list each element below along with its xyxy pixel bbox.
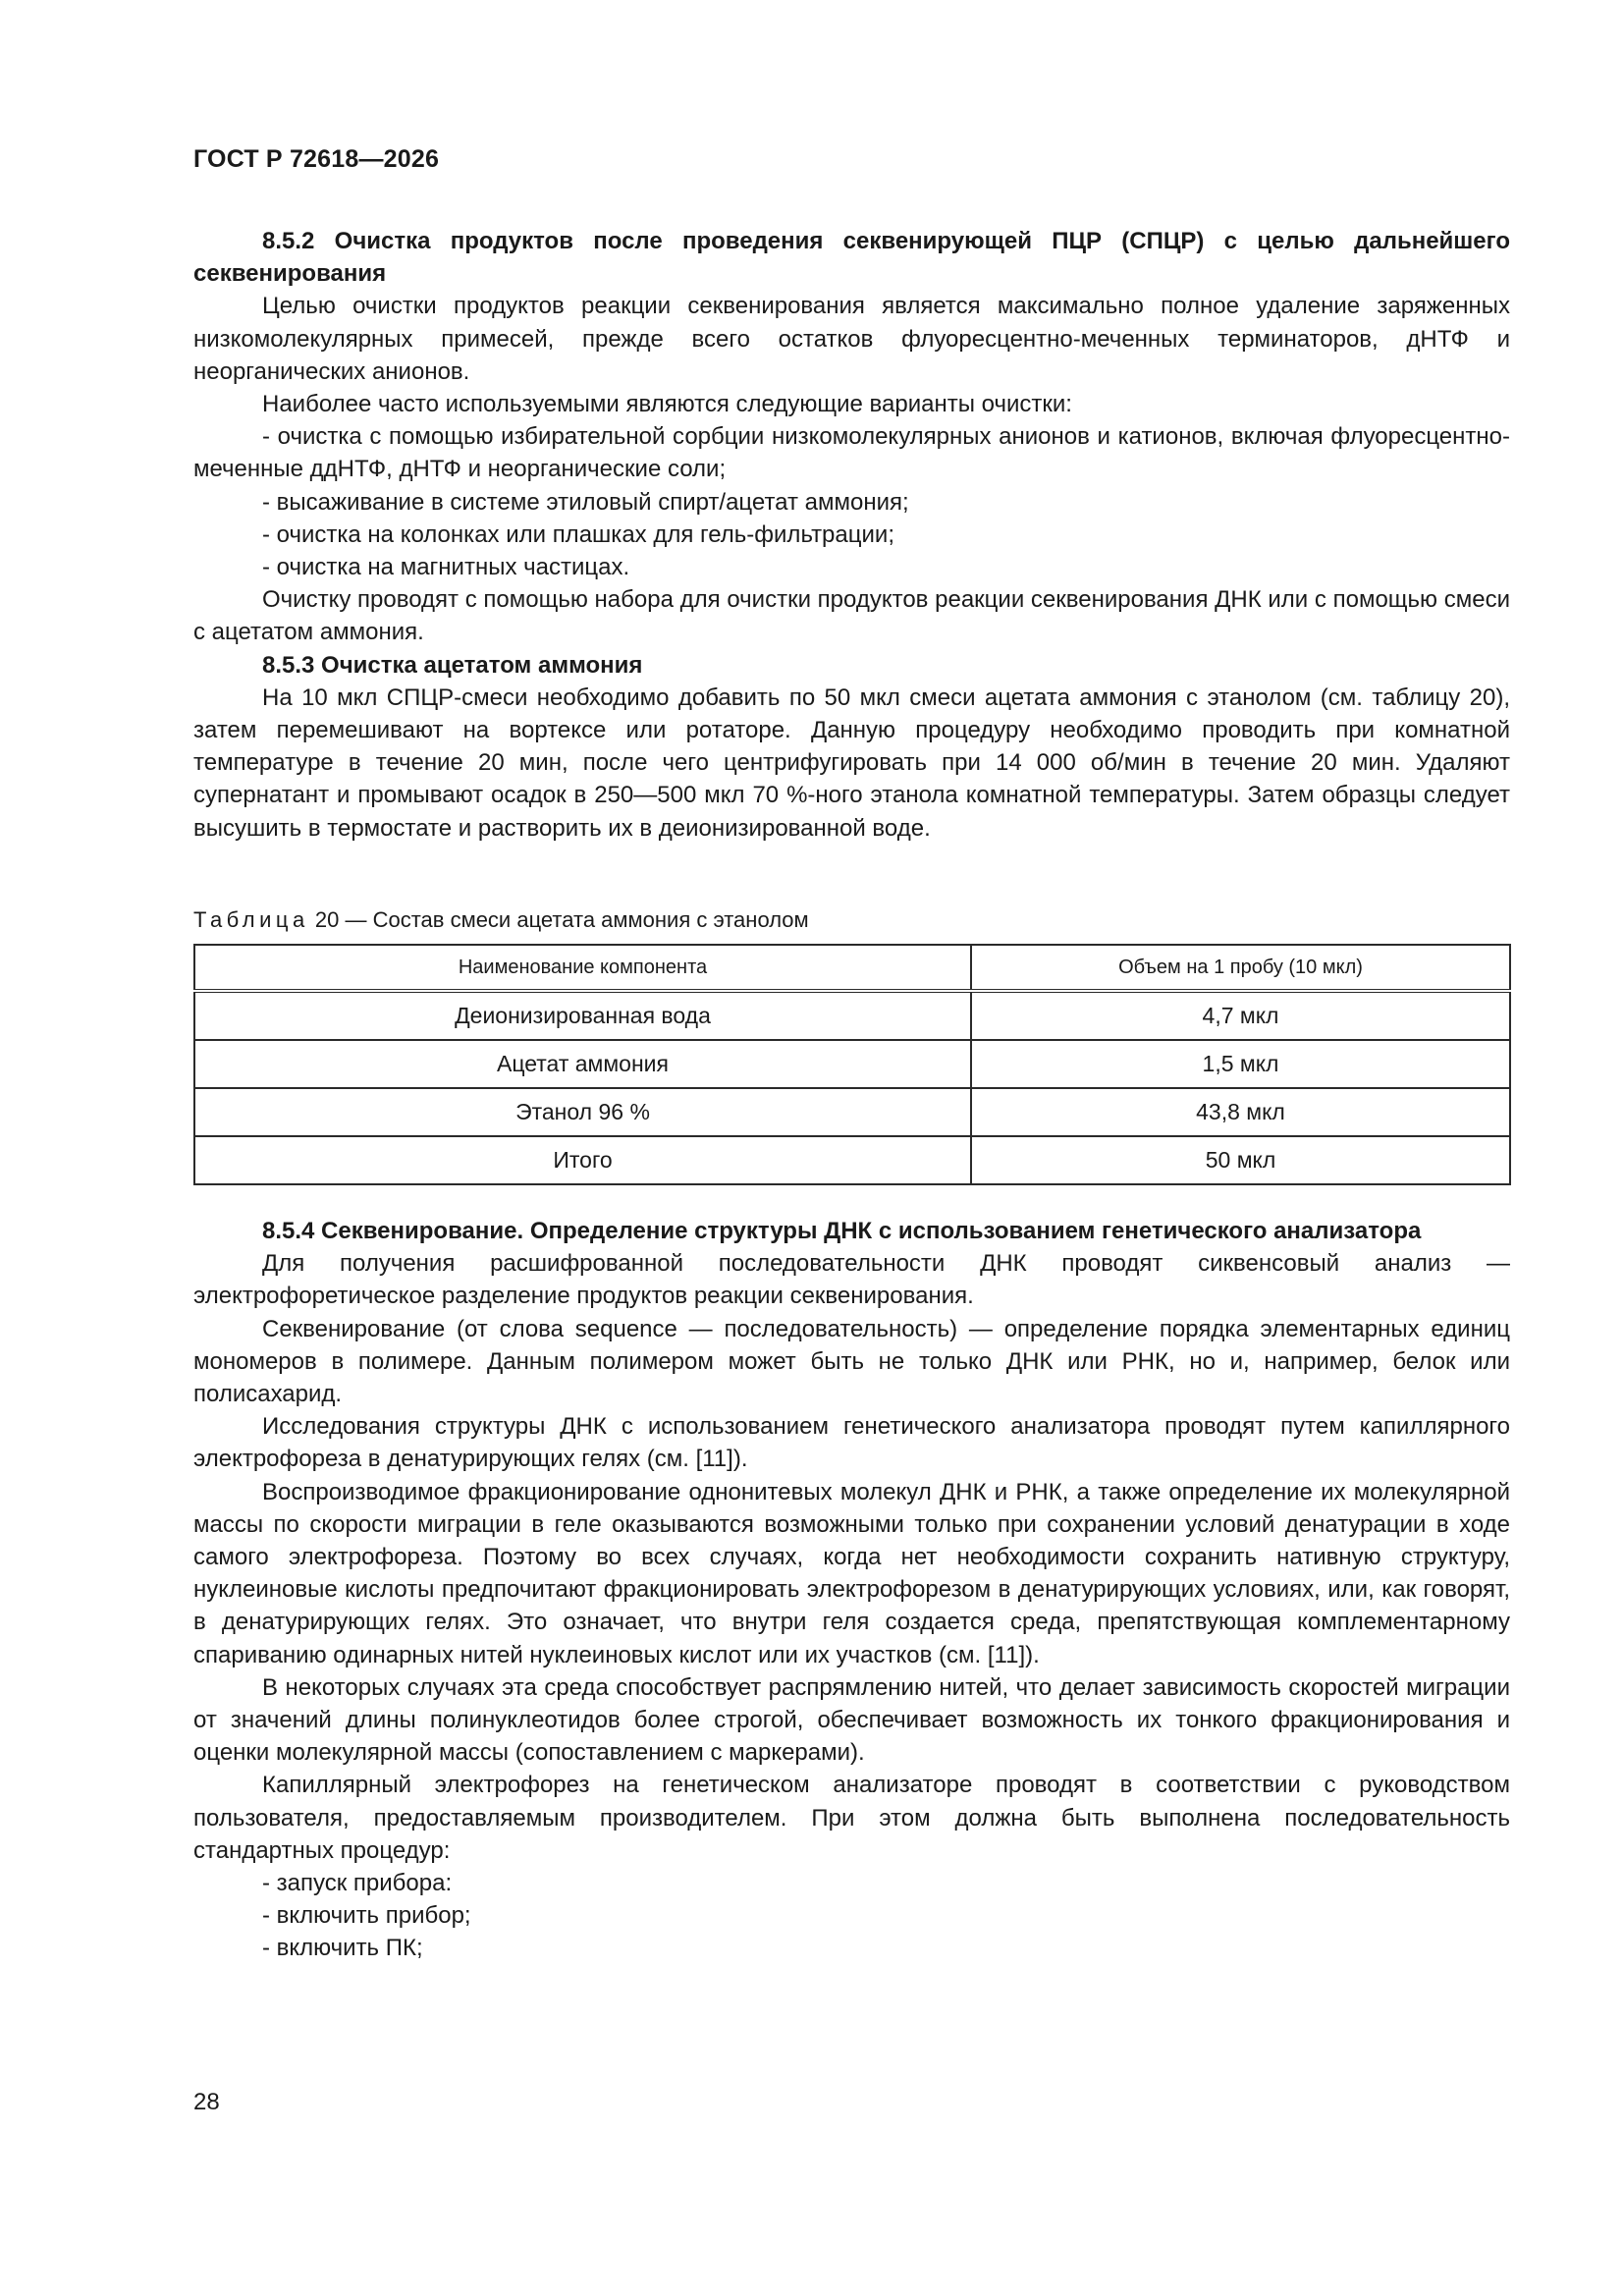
column-header-volume: Объем на 1 пробу (10 мкл) [971,945,1510,991]
table-cell: Итого [194,1136,971,1184]
table-cell: 43,8 мкл [971,1088,1510,1136]
paragraph: В некоторых случаях эта среда способствует распрямлению нитей, что делает зависимость скоростей миграции от значений длины полинуклеотидов более строгой, обеспечивает возможность их тонкого фракционирования и оценки молекулярной массы (сопоставлением с маркерами). [193,1673,1510,1767]
paragraph: Капиллярный электрофорез на генетическом анализаторе проводят в соответствии с руководством пользователя, предоставляемым производителем. При этом должна быть выполнена последовательность стандартных процедур: [193,1772,1510,1864]
table-header-row [194,945,1510,991]
paragraph: Наиболее часто используемыми являются следующие варианты очистки: [262,391,1072,418]
table-cell: 1,5 мкл [971,1040,1510,1088]
document-header: ГОСТ Р 72618—2026 [193,145,440,173]
paragraph: На 10 мкл СПЦР-смеси необходимо добавить по 50 мкл смеси ацетата аммония с этанолом (см. таблицу 20), затем перемешивают на вортексе или ротаторе. Данную процедуру необходимо проводить при комнатной температуре в течение 20 мин, после чего центрифугировать при 14 000 об/мин в течение 20 мин. Удаляют супернатант и промывают осадок в 250—500 мкл 70 %-ного этанола комнатной температуры. Затем образцы следует высушить в термостате и растворить их в деионизированной воде. [193,683,1510,842]
list-item: - включить прибор; [262,1902,471,1930]
list-item: - высаживание в системе этиловый спирт/ацетат аммония; [262,488,909,516]
column-header-component: Наименование компонента [194,945,971,991]
paragraph: Целью очистки продуктов реакции секвенирования является максимально полное удаление заряженных низкомолекулярных примесей, прежде всего остатков флуоресцентно-меченных терминаторов, дНТФ и неорганических анионов. [193,293,1510,385]
table-cell: Этанол 96 % [194,1088,971,1136]
section-8-5-2-and-8-5-3 [193,225,1510,845]
section-8-5-4 [193,1215,1510,1965]
paragraph: Исследования структуры ДНК с использованием генетического анализатора проводят путем капиллярного электрофореза в денатурирующих гелях (см. [11]). [193,1413,1510,1473]
paragraph: Для получения расшифрованной последовательности ДНК проводят сиквенсовый анализ — электрофоретическое разделение продуктов реакции секвенирования. [193,1250,1510,1310]
list-item: - запуск прибора: [262,1870,453,1897]
table-cell: Ацетат аммония [194,1040,971,1088]
table-20 [193,944,1511,1185]
paragraph: Очистку проводят с помощью набора для очистки продуктов реакции секвенирования ДНК или с помощью смеси с ацетатом аммония. [193,586,1510,646]
table-caption [193,905,809,935]
table-row [194,1088,1510,1136]
heading-8-5-4: 8.5.4 Секвенирование. Определение структуры ДНК с использованием генетического анализатора [262,1218,1422,1244]
table-caption-word: Таблица [193,907,309,932]
list-item: - очистка с помощью избирательной сорбции низкомолекулярных анионов и катионов, включая флуоресцентно-меченные ддНТФ, дНТФ и неорганические соли; [193,423,1510,483]
table-cell: Деионизированная вода [194,991,971,1040]
table-cell: 50 мкл [971,1136,1510,1184]
list-item: - очистка на магнитных частицах. [262,554,630,581]
paragraph: Воспроизводимое фракционирование однонитевых молекул ДНК и РНК, а также определение их молекулярной массы по скорости миграции в геле оказываются возможными только при сохранении условий денатурации в ходе самого электрофореза. Поэтому во всех случаях, когда нет необходимости сохранить нативную структуру, нуклеиновые кислоты предпочитают фракционировать электрофорезом в денатурирующих условиях, или, как говорят, в денатурирующих гелях. Это означает, что внутри геля создается среда, препятствующая комплементарному спариванию одинарных нитей нуклеиновых кислот или их участков (см. [11]). [193,1478,1510,1668]
heading-8-5-3: 8.5.3 Очистка ацетатом аммония [262,651,643,679]
table-cell: 4,7 мкл [971,991,1510,1040]
table-caption-text: 20 — Состав смеси ацетата аммония с этанолом [314,907,809,932]
table-row [194,1040,1510,1088]
table-row [194,1136,1510,1184]
list-item: - включить ПК; [262,1935,423,1962]
paragraph: Секвенирование (от слова sequence — последовательность) — определение порядка элементарных единиц мономеров в полимере. Данным полимером может быть не только ДНК или РНК, но и, например, белок или полисахарид. [193,1315,1510,1408]
page-number: 28 [193,2089,220,2115]
heading-8-5-2: 8.5.2 Очистка продуктов после проведения секвенирующей ПЦР (СПЦР) с целью дальнейшего секвенирования [193,228,1510,288]
table-row [194,991,1510,1040]
list-item: - очистка на колонках или плашках для гель-фильтрации; [262,520,894,548]
